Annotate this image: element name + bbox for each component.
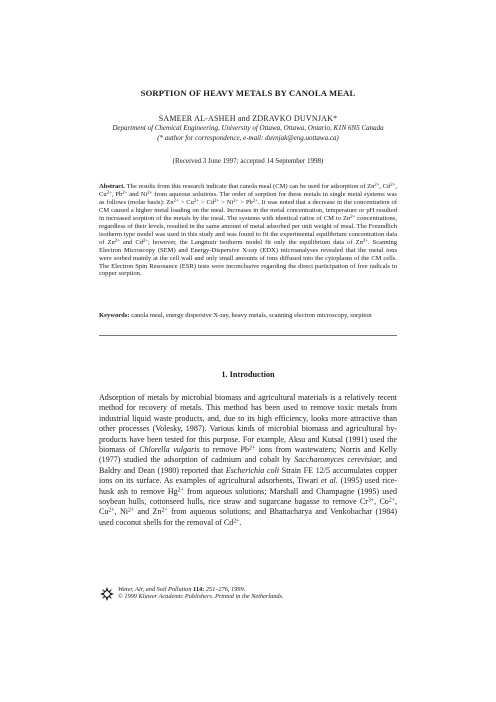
- publication-footer: [118, 586, 284, 601]
- keywords: Keywords: canola meal, energy dispersive X-ray, heavy metals, scanning electron microscopy, sorption: [99, 312, 372, 319]
- keywords-label: Keywords:: [99, 312, 130, 319]
- authors: SAMEER AL-ASHEH and ZDRAVKO DUVNJAK*: [158, 114, 338, 123]
- correspondence-note: (* author for correspondence, e-mail: duvnjak@eng.uottawa.ca): [157, 133, 339, 142]
- introduction-text: Adsorption of metals by microbial biomass and agricultural materials is a relatively recent method for recovery of metals. This method has been used to remove toxic metals from industrial liquid waste products, and, due to its high efficiency, looks more attractive than other processes (Volesky, 1987). Various kinds of microbial biomass and agricultural by-products have been tested for this purpose. For example, Aksu and Kutsal (1991) used the biomass of Chlorella vulgaris to remove $Pb^{2+}$ ions from wastewaters; Norris and Kelly (1977) studied the adsorption of cadmium and cobalt by Saccharomyces cerevisiae; and Baldry and Dean (1980) reported that Escherichia coli Strain FE 12/5 accumulates copper ions on its surface. As examples of agricultural adsorbents, Tiwari et al. (1995) used rice-husk ash to remove $Hg^{2+}$ from aqueous solutions; Marshall and Champagne (1995) used soybean hulls, cottonseed hulls, rice straw and sugarcane bagasse to remove $Cr^{3+}$, $Co^{2+}$, $Cu^{2+}$, $Ni^{2+}$ and $Zn^{2+}$ from aqueous solutions; and Bhattacharya and Venkobachar (1984) used coconut shells for the removal of $Cd^{2+}$.: [99, 393, 398, 527]
- affiliation: Department of Chemical Engineering, University of Ottawa, Ottawa, Ontario, K1N 6N5 Canada: [112, 124, 384, 132]
- abstract: Abstract. The results from this research indicate that canola meal (CM) can be used for adsorption of $Zn^{2+}$, $Cd^{2+}$, $Cu^{2+}$, $Pb^{2+}$ and $Ni^{2+}$ from aqueous solutions. The order of sorption for these metals in single metal systems was as follows (molar basis): $Zn^{2+} > Cu^{2+} > Cd^{2+} > Ni^{2+} > Pb^{2+}$. It was noted that a decrease in the concentration of CM caused a higher metal loading on the meal. Increases in the metal concentration, temperature or pH resulted in increased sorption of the metals by the meal. The systems with identical ratios of CM to $Zn^{2+}$ concentrations, regardless of their levels, resulted in the same amount of metal adsorbed per unit weight of meal. The Freundlich isotherm type model was used in this study and was found to fit the experimental equilibrium concentration data of $Zn^{2+}$ and $Cd^{2+}$; however, the Langmuir isotherm model fit only the equilibrium data of $Zn^{2+}$. Scanning Electron Microscopy (SEM) and Energy-Dispersive X-ray (EDX) microanalyses revealed that the metal ions were sorbed mainly at the cell wall and only small amounts of ions diffused into the cytoplasm of the CM cells. The Electron Spin Resonance (ESR) tests were inconclusive regarding the direct participation of free radicals in copper sorption.: [99, 183, 398, 278]
- section-heading: 1. Introduction: [221, 370, 275, 379]
- divider: [99, 335, 397, 336]
- copyright-line: © 1999 Kluwer Academic Publishers. Printed in the Netherlands.: [118, 593, 284, 601]
- abstract-label: Abstract.: [99, 183, 125, 190]
- received-dates: (Received 3 June 1997; accepted 14 September 1998): [172, 157, 324, 165]
- affiliation-block: [60, 124, 436, 143]
- paper-title: SORPTION OF HEAVY METALS BY CANOLA MEAL: [140, 88, 356, 98]
- journal-citation: Water, Air, and Soil Pollution 114: 251–276, 1999.: [118, 586, 246, 593]
- kluwer-logo-icon: [99, 586, 115, 602]
